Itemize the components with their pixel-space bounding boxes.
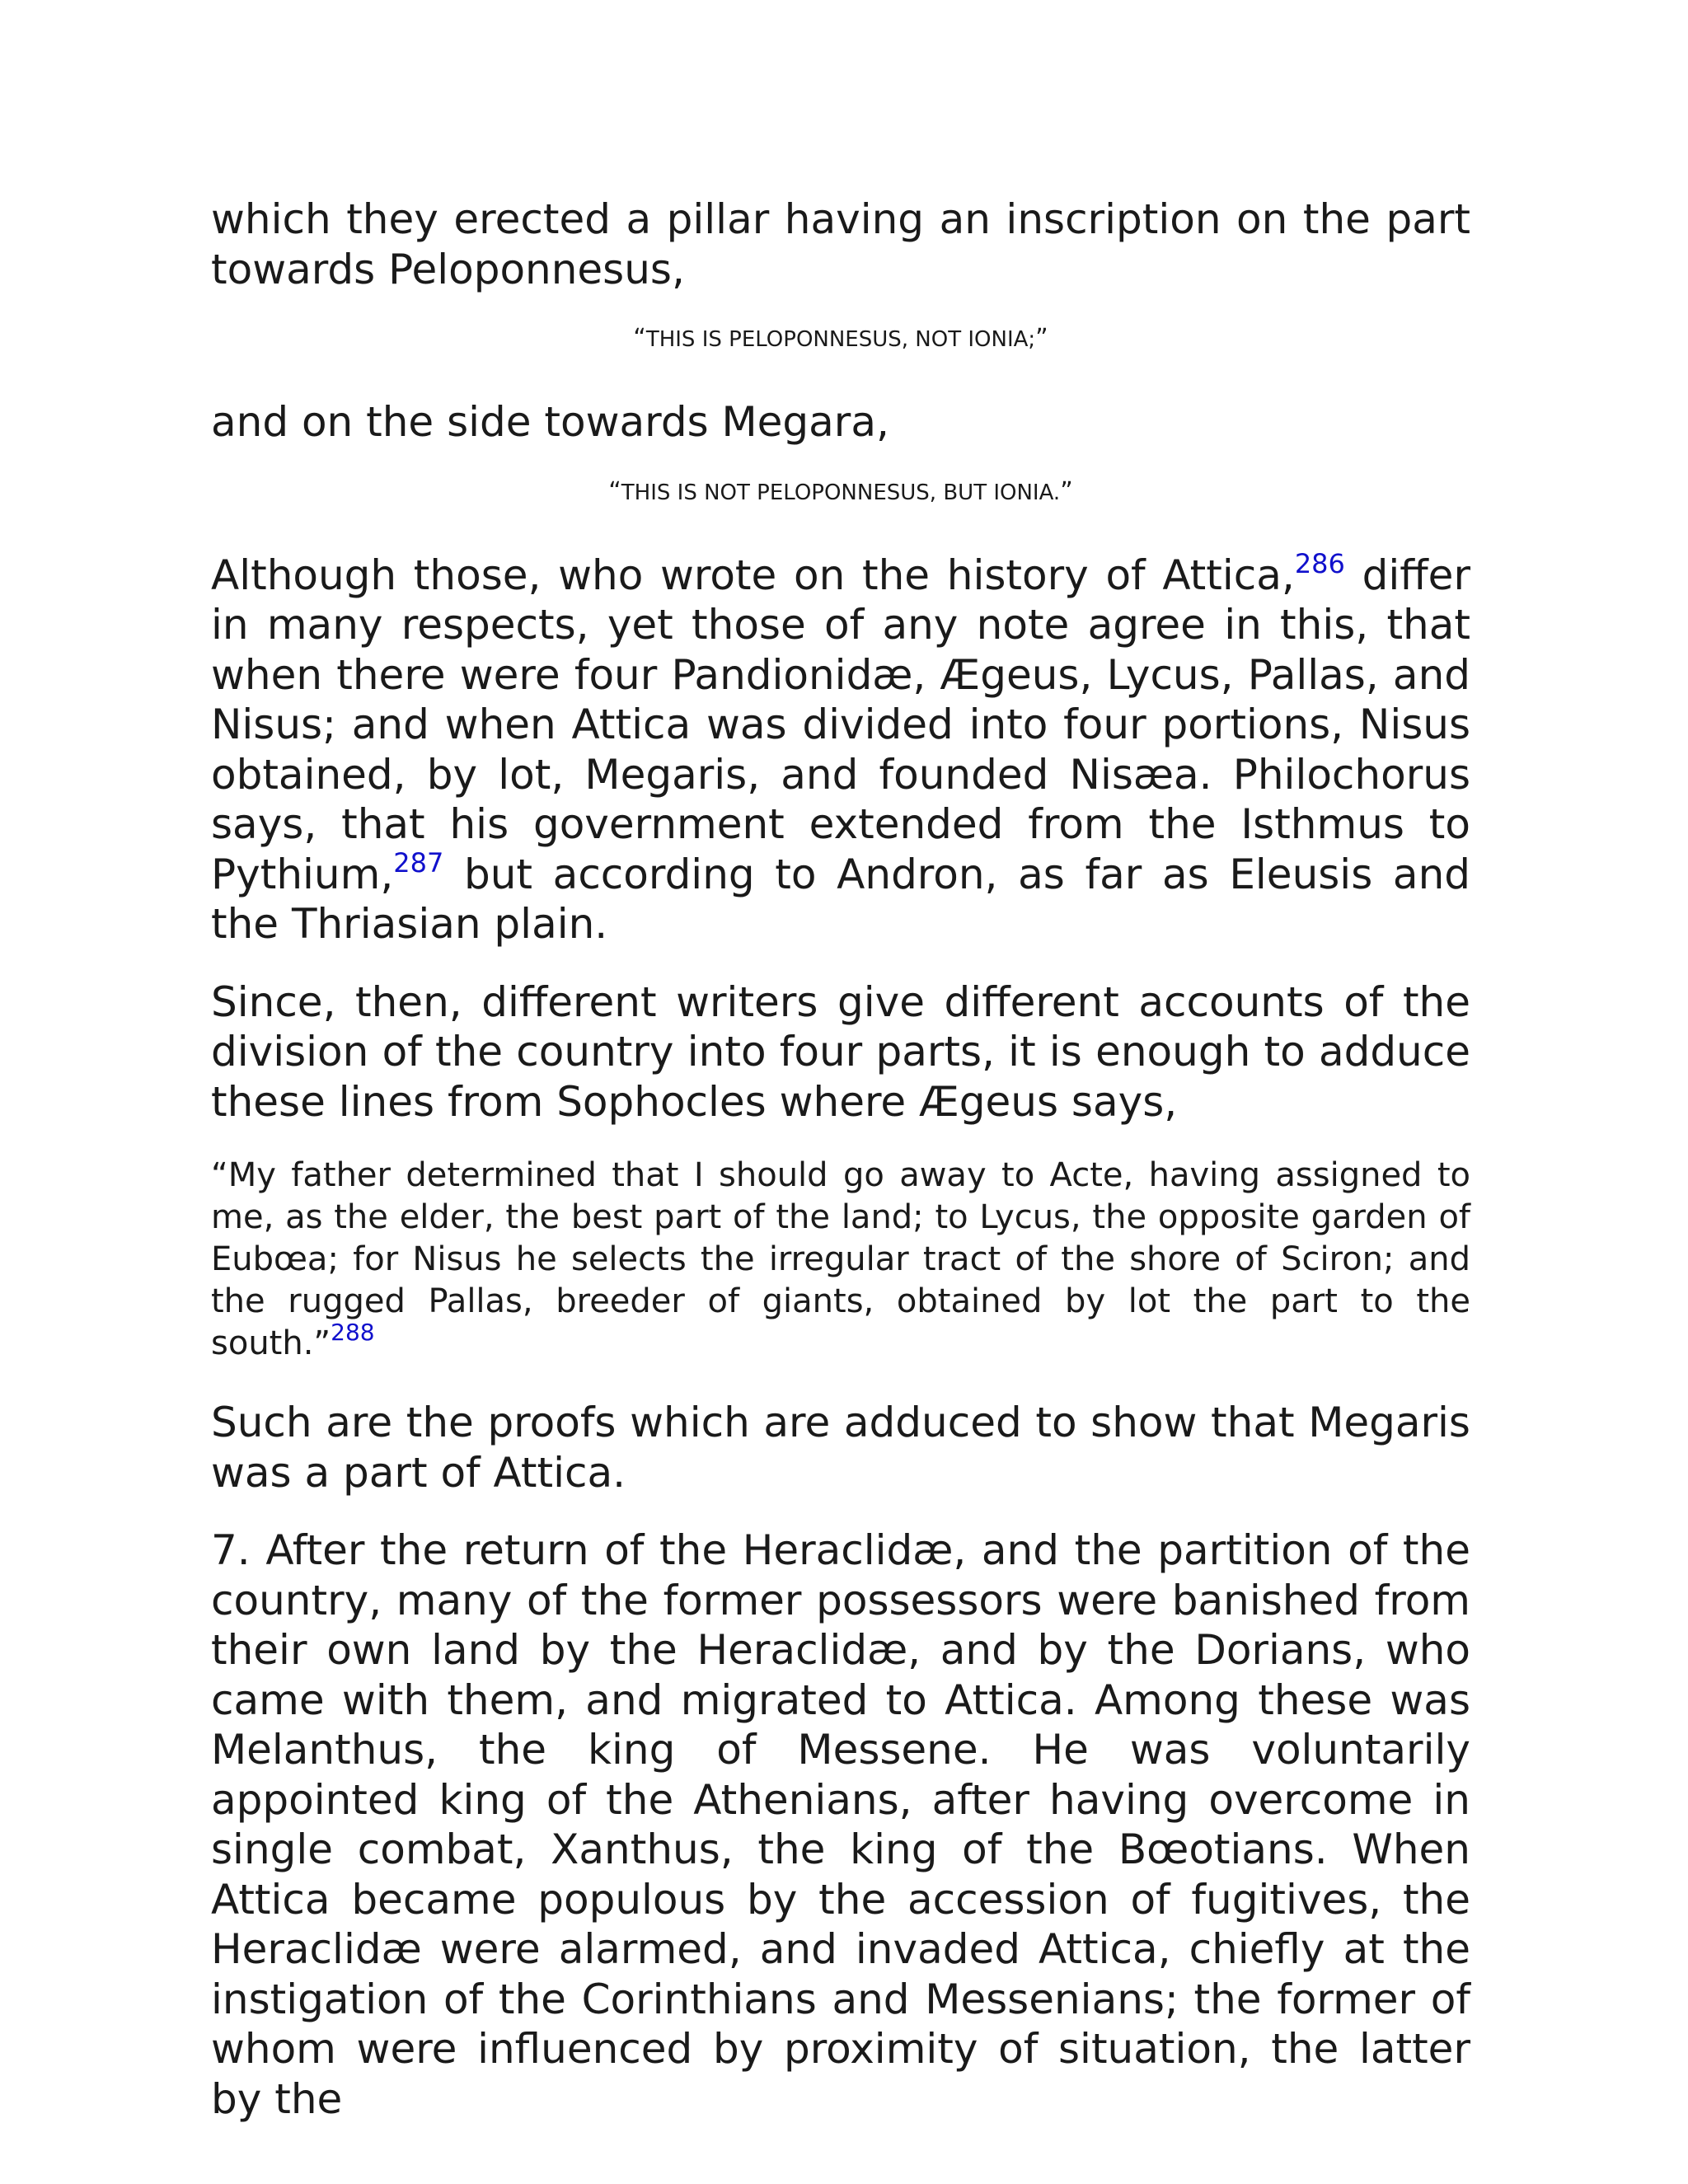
inscription-ionia bbox=[211, 476, 1470, 509]
paragraph-proofs: Such are the proofs which are adduced to show that Megaris was a part of Attica. bbox=[211, 1399, 1470, 1497]
footnote-link-287[interactable]: 287 bbox=[393, 846, 444, 879]
blockquote-sophocles bbox=[211, 1155, 1470, 1365]
paragraph-intro: which they erected a pillar having an inscription on the part towards Peloponnesus, bbox=[211, 195, 1470, 293]
close-quote: ” bbox=[1035, 324, 1048, 353]
paragraph-text: Although those, who wrote on the history of Attica, bbox=[211, 551, 1295, 599]
footnote-link-288[interactable]: 288 bbox=[331, 1319, 375, 1346]
paragraph-megara: and on the side towards Megara, bbox=[211, 398, 889, 446]
inscription-text: THIS IS PELOPONNESUS, NOT IONIA; bbox=[645, 327, 1036, 352]
paragraph-attica-history bbox=[211, 547, 1470, 949]
open-quote: “ bbox=[608, 476, 621, 506]
page-body bbox=[211, 194, 1470, 2152]
inscription-text: THIS IS NOT PELOPONNESUS, BUT IONIA. bbox=[621, 480, 1061, 505]
paragraph-division: Since, then, different writers give different accounts of the division of the country into four parts, it is enough to adduce these lines from Sophocles where Ægeus says, bbox=[211, 977, 1470, 1126]
paragraph-section-7: 7. After the return of the Heraclidæ, and the partition of the country, many of the former possessors were banished from their own land by the Heraclidæ, and by the Dorians, who came with them, and migrated to Attica. Among these was Melanthus, the king of Messene. He was voluntarily appointed king of the Athenians, after having overcome in single combat, Xanthus, the king of the Bœotians. When Attica became populous by the accession of fugitives, the Heraclidæ were alarmed, and invaded Attica, chiefly at the instigation of the Corinthians and Messenians; the former of whom were influenced by proximity of situation, the latter by the bbox=[211, 1526, 1470, 2123]
close-quote: ” bbox=[1060, 476, 1073, 506]
paragraph-text: differ in many respects, yet those of any note agree in this, that when there were four Pandionidæ, Ægeus, Lycus, Pallas, and Nisus; and when Attica was divided into four portions, Nisus obtained, by lot, Megaris, and founded Nisæa. Philochorus says, that his government extended from the Isthmus to Pythium, bbox=[211, 551, 1470, 898]
footnote-link-286[interactable]: 286 bbox=[1294, 547, 1345, 579]
inscription-peloponnesus bbox=[211, 322, 1470, 356]
paragraph-text: but according to Andron, as far as Eleusis and the Thriasian plain. bbox=[211, 850, 1470, 948]
quote-text: “My father determined that I should go away to Acte, having assigned to me, as the elder, the best part of the land; to Lycus, the opposite garden of Eubœa; for Nisus he selects the irregular tract of the shore of Sciron; and the rugged Pallas, breeder of giants, obtained by lot the part to the south.” bbox=[211, 1156, 1470, 1362]
open-quote: “ bbox=[633, 324, 646, 353]
